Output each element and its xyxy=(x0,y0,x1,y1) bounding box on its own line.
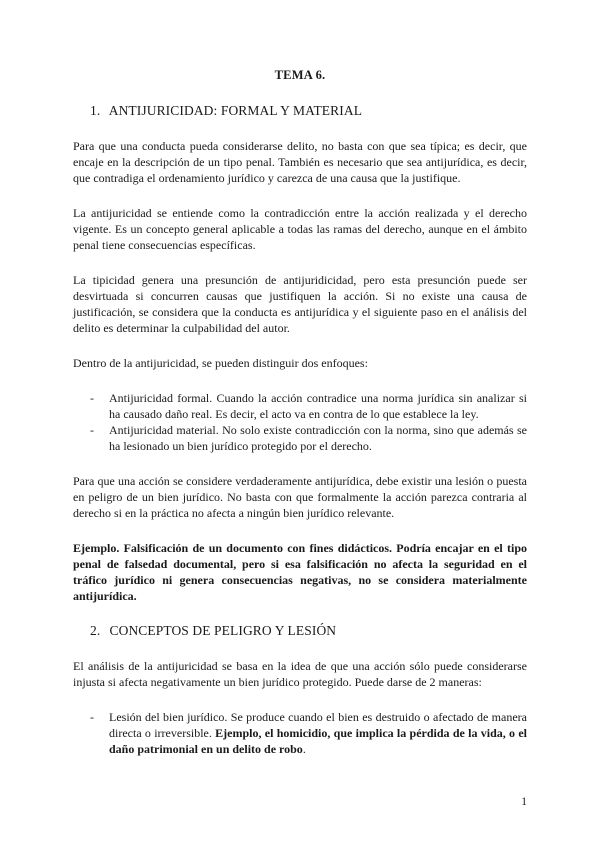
list-item-text: Antijuricidad formal. Cuando la acción contradice una norma jurídica sin analizar si ha causado daño real. Es decir, el acto va en contra de lo que establece la ley. xyxy=(109,391,527,421)
section-1-number: 1. xyxy=(90,103,101,118)
list-dash: - xyxy=(90,391,94,405)
list-item xyxy=(73,709,527,757)
section-2-heading xyxy=(73,623,527,639)
list-dash: - xyxy=(90,423,94,437)
danger-list xyxy=(73,709,527,757)
list-item-tail: . xyxy=(302,742,306,756)
list-item xyxy=(73,422,527,454)
example-paragraph: Ejemplo. Falsificación de un documento con fines didácticos. Podría encajar en el tipo penal de falsedad documental, pero si esa falsificación no afecta la seguridad en el tráfico jurídico ni genera consecuencias negativas, no se considera materialmente antijurídica. xyxy=(73,541,527,603)
section-2-title: CONCEPTOS DE PELIGRO Y LESIÓN xyxy=(109,623,337,638)
paragraph-5: Para que una acción se considere verdaderamente antijurídica, debe existir una lesión o puesta en peligro de un bien jurídico. No basta con que formalmente la acción parezca contraria al derecho si en la práctica no afecta a ningún bien jurídico relevante. xyxy=(73,474,527,520)
section-1-title: ANTIJURICIDAD: FORMAL Y MATERIAL xyxy=(108,103,363,118)
section-2-paragraph-1: El análisis de la antijuricidad se basa en la idea de que una acción sólo puede considerarse injusta si afecta negativamente un bien jurídico protegido. Puede darse de 2 maneras: xyxy=(73,659,527,689)
paragraph-3: La tipicidad genera una presunción de antijuridicidad, pero esta presunción puede ser desvirtuada si concurren causas que justifiquen la acción. Si no existe una causa de justificación, se considera que la conducta es antijurídica y el siguiente paso en el análisis del delito es determinar la culpabilidad del autor. xyxy=(73,273,527,335)
list-item xyxy=(73,390,527,422)
document-title: TEMA 6. xyxy=(274,68,326,82)
list-dash: - xyxy=(90,710,94,724)
list-item-text: Lesión del bien jurídico. Se produce cuando el bien es destruido o afectado de manera directa o irreversible. xyxy=(109,710,527,740)
list-item-example: Ejemplo, el homicidio, que implica la pérdida de la vida, o el daño patrimonial en un delito de robo xyxy=(109,726,528,756)
paragraph-1: Para que una conducta pueda considerarse delito, no basta con que sea típica; es decir, que encaje en la descripción de un tipo penal. También es necesario que sea antijurídica, es decir, que contradiga el ordenamiento jurídico y carezca de una causa que la justifique. xyxy=(73,139,527,185)
paragraph-2: La antijuricidad se entiende como la contradicción entre la acción realizada y el derecho vigente. Es un concepto general aplicable a todas las ramas del derecho, aunque en el ámbito penal tiene consecuencias específicas. xyxy=(73,206,527,252)
page-number: 1 xyxy=(521,796,527,808)
list-item-text: Antijuricidad material. No solo existe contradicción con la norma, sino que además se ha lesionado un bien jurídico protegido por el derecho. xyxy=(109,423,527,453)
section-2-number: 2. xyxy=(90,623,101,638)
approaches-list xyxy=(73,390,527,454)
document-page xyxy=(73,68,527,776)
section-1-heading xyxy=(73,103,527,119)
paragraph-4: Dentro de la antijuricidad, se pueden distinguir dos enfoques: xyxy=(73,356,368,370)
